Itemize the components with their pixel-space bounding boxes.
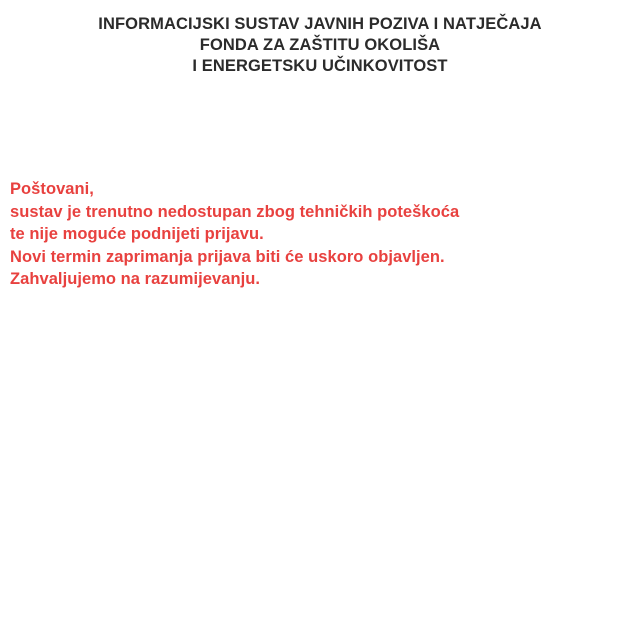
notice-line-2: te nije moguće podnijeti prijavu. <box>10 225 264 243</box>
notice-line-3: Novi termin zaprimanja prijava biti će uskoro objavljen. <box>10 247 445 266</box>
notice-line-4: Zahvaljujemo na razumijevanju. <box>10 270 260 288</box>
notice-line-greeting: Poštovani, <box>10 180 94 198</box>
page-title-line-1: INFORMACIJSKI SUSTAV JAVNIH POZIVA I NATJEČAJA <box>98 15 542 33</box>
page-title-line-2: FONDA ZA ZAŠTITU OKOLIŠA <box>199 36 441 54</box>
notice-line-1: sustav je trenutno nedostupan zbog tehničkih poteškoća <box>10 202 460 221</box>
page-title <box>0 14 640 77</box>
outage-notice-message <box>10 178 630 291</box>
page-title-line-3: I ENERGETSKU UČINKOVITOST <box>192 57 448 75</box>
